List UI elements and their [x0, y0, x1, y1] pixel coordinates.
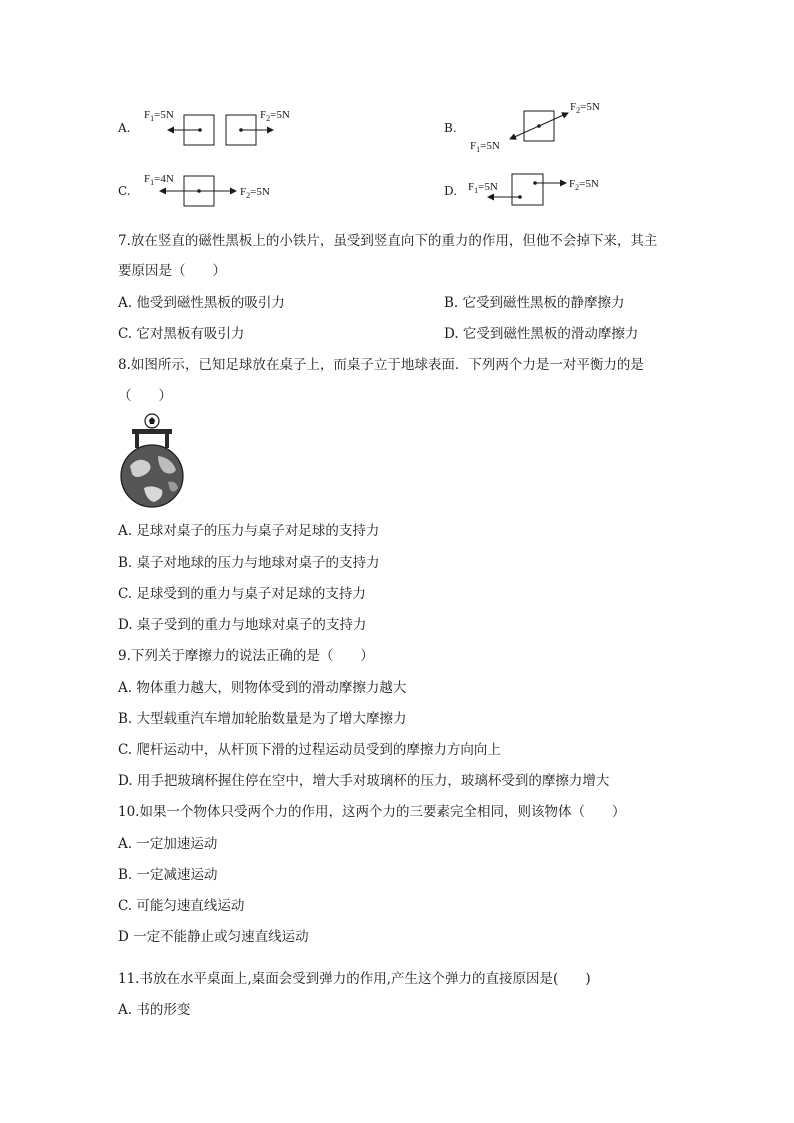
q7-option-c: C. 它对黑板有吸引力 [118, 326, 245, 342]
q10-option-d: D 一定不能静止或匀速直线运动 [118, 929, 309, 945]
q10-stem: 10.如果一个物体只受两个力的作用，这两个力的三要素完全相同，则该物体（ ） [118, 804, 626, 820]
q6-option-d-letter: D. [444, 184, 458, 198]
q8-option-a: A. 足球对桌子的压力与桌子对足球的支持力 [118, 523, 380, 539]
q7-option-d: D. 它受到磁性黑板的滑动摩擦力 [444, 326, 639, 342]
q8-option-c: C. 足球受到的重力与桌子对足球的支持力 [118, 586, 366, 602]
q6-b-f1-label: $F_1=5N$ [470, 140, 500, 154]
q9-option-c: C. 爬杆运动中，从杆顶下滑的过程运动员受到的摩擦力方向向上 [118, 742, 501, 758]
table-top [132, 429, 172, 434]
q11-option-a: A. 书的形变 [118, 1002, 191, 1018]
earth-table-ball-illustration [118, 410, 188, 510]
q8-option-b: B. 桌子对地球的压力与地球对桌子的支持力 [118, 555, 380, 571]
q6-b-f2-label: $F_2=5N$ [570, 101, 600, 115]
q9-option-a: A. 物体重力越大，则物体受到的滑动摩擦力越大 [118, 680, 407, 696]
q6-d-f1-label: $F_1=5N$ [468, 181, 498, 195]
q11-stem: 11.书放在水平桌面上,桌面会受到弹力的作用,产生这个弹力的直接原因是( ) [118, 971, 591, 987]
q6-option-b-diagram [464, 96, 624, 156]
q6-option-d-diagram [464, 166, 634, 216]
q8-option-d: D. 桌子受到的重力与地球对桌子的支持力 [118, 617, 367, 633]
q10-option-c: C. 可能匀速直线运动 [118, 898, 245, 914]
q6-option-a-diagram [140, 100, 310, 152]
q10-option-b: B. 一定减速运动 [118, 867, 218, 883]
table-leg-right [165, 434, 169, 448]
q7-stem-line1: 7.放在竖直的磁性黑板上的小铁片，虽受到竖直向下的重力的作用，但他不会掉下来，其主 [118, 233, 658, 249]
q6-a-f1-label: $F_1=5N$ [144, 109, 174, 123]
q6-c-f1-label: $F_1=4N$ [144, 173, 174, 187]
q7-stem-line2: 要原因是（ ） [118, 263, 226, 279]
q6-option-b-letter: B. [444, 121, 457, 135]
table-leg-left [135, 434, 139, 448]
q9-stem: 9.下列关于摩擦力的说法正确的是（ ） [118, 648, 374, 664]
q8-stem-line1: 8.如图所示，已知足球放在桌子上，而桌子立于地球表面．下列两个力是一对平衡力的是 [118, 357, 644, 373]
q8-stem-line2: （ ） [118, 388, 172, 404]
q6-d-block [512, 174, 543, 205]
q6-option-a-letter: A. [118, 121, 131, 135]
q6-a-f2-label: $F_2=5N$ [260, 109, 290, 123]
q9-option-d: D. 用手把玻璃杯握住停在空中，增大手对玻璃杯的压力，玻璃杯受到的摩擦力增大 [118, 773, 610, 789]
q7-option-b: B. 它受到磁性黑板的静摩擦力 [444, 295, 625, 311]
q9-option-b: B. 大型载重汽车增加轮胎数量是为了增大摩擦力 [118, 711, 407, 727]
q10-option-a: A. 一定加速运动 [118, 836, 218, 852]
q6-d-f2-label: $F_2=5N$ [569, 178, 599, 192]
q6-option-c-diagram [140, 166, 310, 216]
q6-option-c-letter: C. [118, 184, 131, 198]
q7-option-a: A. 他受到磁性黑板的吸引力 [118, 295, 285, 311]
q6-c-f2-label: $F_2=5N$ [240, 186, 270, 200]
